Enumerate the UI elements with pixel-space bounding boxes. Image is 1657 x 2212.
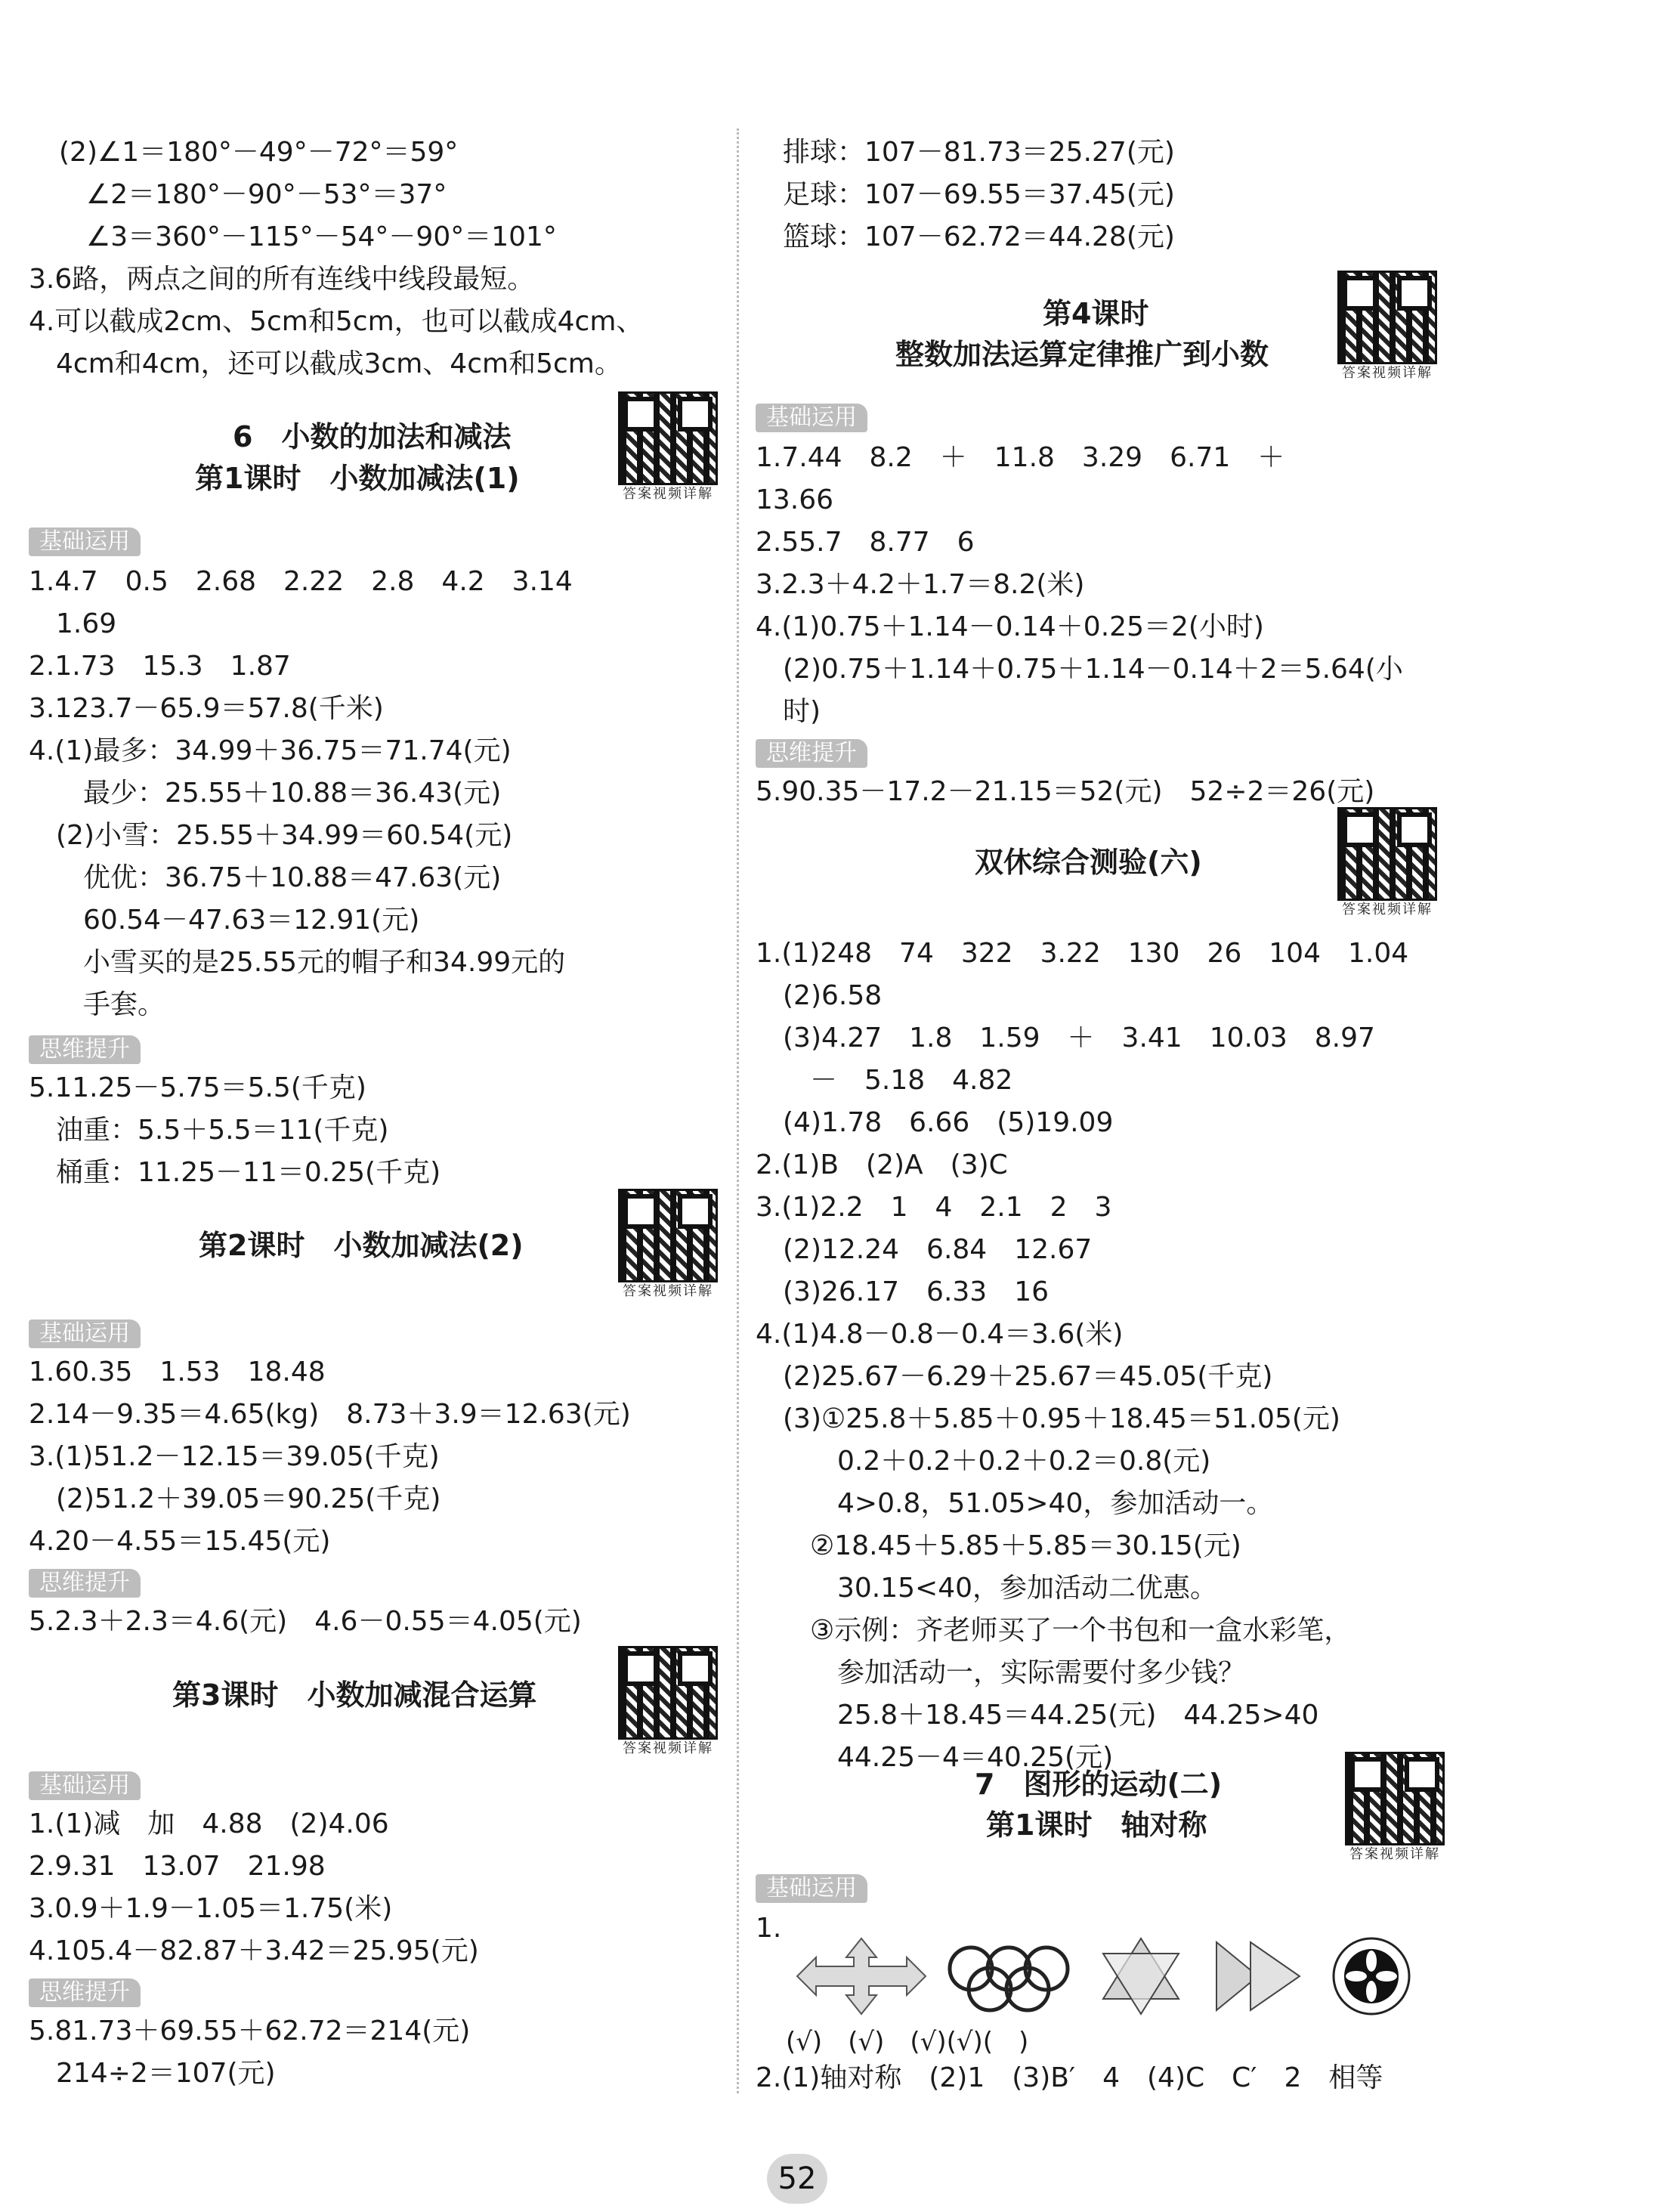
answer-line: － 5.18 4.82 bbox=[756, 1065, 1013, 1096]
unit-title: 7 图形的运动(二) bbox=[975, 1768, 1223, 1801]
answer-line: 44.25－4＝40.25(元) bbox=[756, 1742, 1114, 1773]
answer-line: 2.1.73 15.3 1.87 bbox=[29, 651, 291, 682]
symmetry-answers: (√) (√) (√)(√)( ) bbox=[786, 2027, 1029, 2057]
answer-line: (2)25.67－6.29＋25.67＝45.05(千克) bbox=[756, 1361, 1273, 1392]
answer-line: 2.(1)轴对称 (2)1 (3)B′ 4 (4)C C′ 2 相等 bbox=[756, 2062, 1383, 2093]
answer-line: 篮球：107－62.72＝44.28(元) bbox=[756, 221, 1175, 252]
answer-line: 最少：25.55＋10.88＝36.43(元) bbox=[29, 778, 502, 809]
answer-line: 4.105.4－82.87＋3.42＝25.95(元) bbox=[29, 1935, 479, 1966]
qr-code-icon bbox=[1337, 271, 1437, 364]
qr-code[interactable] bbox=[1345, 1752, 1445, 1864]
page-number: 52 bbox=[767, 2154, 827, 2204]
qr-code-icon bbox=[618, 391, 718, 485]
double-arrow-icon bbox=[1209, 1935, 1307, 2018]
answer-line: (2)0.75＋1.14＋0.75＋1.14－0.14＋2＝5.64(小 bbox=[756, 654, 1403, 685]
answer-line: 5.81.73＋69.55＋62.72＝214(元) bbox=[29, 2016, 471, 2046]
section-title: 双休综合测验(六) bbox=[975, 846, 1202, 879]
answer-line: 4.(1)最多：34.99＋36.75＝71.74(元) bbox=[29, 735, 512, 766]
answer-line: (2)小雪：25.55＋34.99＝60.54(元) bbox=[29, 820, 513, 851]
answer-line: ③示例：齐老师买了一个书包和一盒水彩笔， bbox=[756, 1615, 1352, 1646]
answer-line: 4cm和4cm，还可以截成3cm、4cm和5cm。 bbox=[29, 348, 622, 379]
answer-line: 桶重：11.25－11＝0.25(千克) bbox=[29, 1157, 441, 1188]
answer-line: 1.7.44 8.2 ＋ 11.8 3.29 6.71 ＋ bbox=[756, 442, 1285, 473]
answer-line: 3.(1)2.2 1 4 2.1 2 3 bbox=[756, 1192, 1112, 1223]
qr-caption: 答案视频详解 bbox=[1349, 1846, 1440, 1862]
answer-line: 排球：107－81.73＝25.27(元) bbox=[756, 137, 1175, 168]
answer-line: 1.(1)248 74 322 3.22 130 26 104 1.04 bbox=[756, 938, 1409, 969]
answer-line: 1.4.7 0.5 2.68 2.22 2.8 4.2 3.14 bbox=[29, 566, 573, 597]
answer-line: 优优：36.75＋10.88＝47.63(元) bbox=[29, 862, 502, 893]
answer-line: 足球：107－69.55＝37.45(元) bbox=[756, 179, 1175, 210]
answer-line: 5.11.25－5.75＝5.5(千克) bbox=[29, 1072, 366, 1103]
answer-line: 5.90.35－17.2－21.15＝52(元) 52÷2＝26(元) bbox=[756, 776, 1375, 807]
lesson-title: 第1课时 小数加减法(1) bbox=[195, 462, 520, 495]
answer-line: 4.可以截成2cm、5cm和5cm，也可以截成4cm、 bbox=[29, 306, 644, 337]
answer-line: 1.(1)减 加 4.88 (2)4.06 bbox=[29, 1808, 389, 1839]
lesson-title: 第4课时 bbox=[1043, 297, 1149, 330]
qr-caption: 答案视频详解 bbox=[623, 1283, 713, 1299]
answer-line: 2.14－9.35＝4.65(kg) 8.73＋3.9＝12.63(元) bbox=[29, 1399, 631, 1430]
section-badge: 基础运用 bbox=[29, 527, 141, 556]
answer-line: 3.0.9＋1.9－1.05＝1.75(米) bbox=[29, 1893, 393, 1924]
qr-caption: 答案视频详解 bbox=[623, 486, 713, 502]
section-badge: 基础运用 bbox=[29, 1771, 141, 1800]
answer-line: 0.2＋0.2＋0.2＋0.2＝0.8(元) bbox=[756, 1446, 1211, 1477]
lesson-title: 第3课时 小数加减混合运算 bbox=[172, 1678, 537, 1712]
answer-line: 3.2.3＋4.2＋1.7＝8.2(米) bbox=[756, 569, 1085, 600]
qr-code-icon bbox=[1345, 1752, 1445, 1845]
section-badge: 基础运用 bbox=[29, 1319, 141, 1348]
answer-line: 4>0.8，51.05>40，参加活动一。 bbox=[756, 1488, 1274, 1519]
answer-line: (3)26.17 6.33 16 bbox=[756, 1276, 1050, 1307]
answer-line: ②18.45＋5.85＋5.85＝30.15(元) bbox=[756, 1530, 1241, 1561]
answer-line: 4.(1)4.8－0.8－0.4＝3.6(米) bbox=[756, 1319, 1124, 1350]
answer-line: (3)4.27 1.8 1.59 ＋ 3.41 10.03 8.97 bbox=[756, 1022, 1375, 1053]
section-badge: 基础运用 bbox=[756, 1874, 867, 1903]
answer-line: 手套。 bbox=[29, 989, 165, 1020]
answer-line: 60.54－47.63＝12.91(元) bbox=[29, 905, 420, 936]
answer-line: 2.55.7 8.77 6 bbox=[756, 527, 975, 558]
answer-line: 小雪买的是25.55元的帽子和34.99元的 bbox=[29, 947, 566, 978]
cross-arrow-icon bbox=[793, 1935, 929, 2018]
answer-line: 3.6路，两点之间的所有连线中线段最短。 bbox=[29, 264, 535, 295]
lesson-title: 第1课时 轴对称 bbox=[986, 1808, 1207, 1842]
hong-kong-emblem-icon bbox=[1322, 1935, 1421, 2018]
answer-line: 2.(1)B (2)A (3)C bbox=[756, 1149, 1008, 1180]
answer-line: 参加活动一，实际需要付多少钱？ bbox=[756, 1657, 1246, 1688]
star-of-david-icon bbox=[1088, 1935, 1194, 2018]
answer-line: 5.2.3＋2.3＝4.6(元) 4.6－0.55＝4.05(元) bbox=[29, 1606, 582, 1637]
answer-line: 1.60.35 1.53 18.48 bbox=[29, 1357, 326, 1388]
symmetry-figures bbox=[793, 1935, 1451, 2018]
section-badge: 思维提升 bbox=[756, 739, 867, 768]
answer-line: (2)∠1＝180°－49°－72°＝59° bbox=[59, 137, 459, 168]
answer-line: 时) bbox=[756, 696, 821, 727]
answer-line: 30.15<40，参加活动二优惠。 bbox=[756, 1573, 1218, 1604]
answer-line: 2.9.31 13.07 21.98 bbox=[29, 1851, 326, 1882]
answer-line: (2)12.24 6.84 12.67 bbox=[756, 1234, 1093, 1265]
qr-caption: 答案视频详解 bbox=[1342, 365, 1433, 381]
answer-line: 3.(1)51.2－12.15＝39.05(千克) bbox=[29, 1441, 440, 1472]
section-badge: 基础运用 bbox=[756, 404, 867, 432]
qr-code[interactable] bbox=[618, 1189, 718, 1301]
lesson-title: 第2课时 小数加减法(2) bbox=[199, 1229, 524, 1262]
olympic-rings-icon bbox=[944, 1935, 1073, 2018]
qr-code[interactable] bbox=[1337, 271, 1437, 382]
qr-caption: 答案视频详解 bbox=[623, 1740, 713, 1756]
qr-code-icon bbox=[618, 1189, 718, 1282]
lesson-title: 整数加法运算定律推广到小数 bbox=[895, 338, 1269, 371]
answer-line: 4.20－4.55＝15.45(元) bbox=[29, 1526, 331, 1557]
unit-title: 6 小数的加法和减法 bbox=[233, 420, 512, 453]
answer-line: 油重：5.5＋5.5＝11(千克) bbox=[29, 1115, 389, 1146]
answer-line: 13.66 bbox=[756, 484, 834, 515]
answer-line: 214÷2＝107(元) bbox=[29, 2058, 276, 2089]
qr-code[interactable] bbox=[618, 1646, 718, 1758]
answer-line: (3)①25.8＋5.85＋0.95＋18.45＝51.05(元) bbox=[756, 1403, 1340, 1434]
answer-line: (2)51.2＋39.05＝90.25(千克) bbox=[29, 1483, 441, 1514]
column-divider bbox=[737, 128, 739, 2093]
answer-line: 3.123.7－65.9＝57.8(千米) bbox=[29, 693, 384, 724]
section-badge: 思维提升 bbox=[29, 1978, 141, 2007]
answer-line: 4.(1)0.75＋1.14－0.14＋0.25＝2(小时) bbox=[756, 611, 1264, 642]
qr-code[interactable] bbox=[618, 391, 718, 503]
qr-code-icon bbox=[1337, 807, 1437, 901]
qr-code-icon bbox=[618, 1646, 718, 1740]
section-badge: 思维提升 bbox=[29, 1569, 141, 1598]
section-badge: 思维提升 bbox=[29, 1035, 141, 1064]
answer-line: ∠3＝360°－115°－54°－90°＝101° bbox=[59, 221, 557, 252]
answer-line: ∠2＝180°－90°－53°＝37° bbox=[59, 179, 447, 210]
qr-code[interactable] bbox=[1337, 807, 1437, 919]
qr-caption: 答案视频详解 bbox=[1342, 902, 1433, 917]
answer-line: 1. bbox=[756, 1913, 782, 1944]
answer-line: (2)6.58 bbox=[756, 980, 883, 1011]
answer-line: 1.69 bbox=[29, 608, 117, 639]
answer-line: (4)1.78 6.66 (5)19.09 bbox=[756, 1107, 1114, 1138]
answer-line: 25.8＋18.45＝44.25(元) 44.25>40 bbox=[756, 1700, 1319, 1731]
